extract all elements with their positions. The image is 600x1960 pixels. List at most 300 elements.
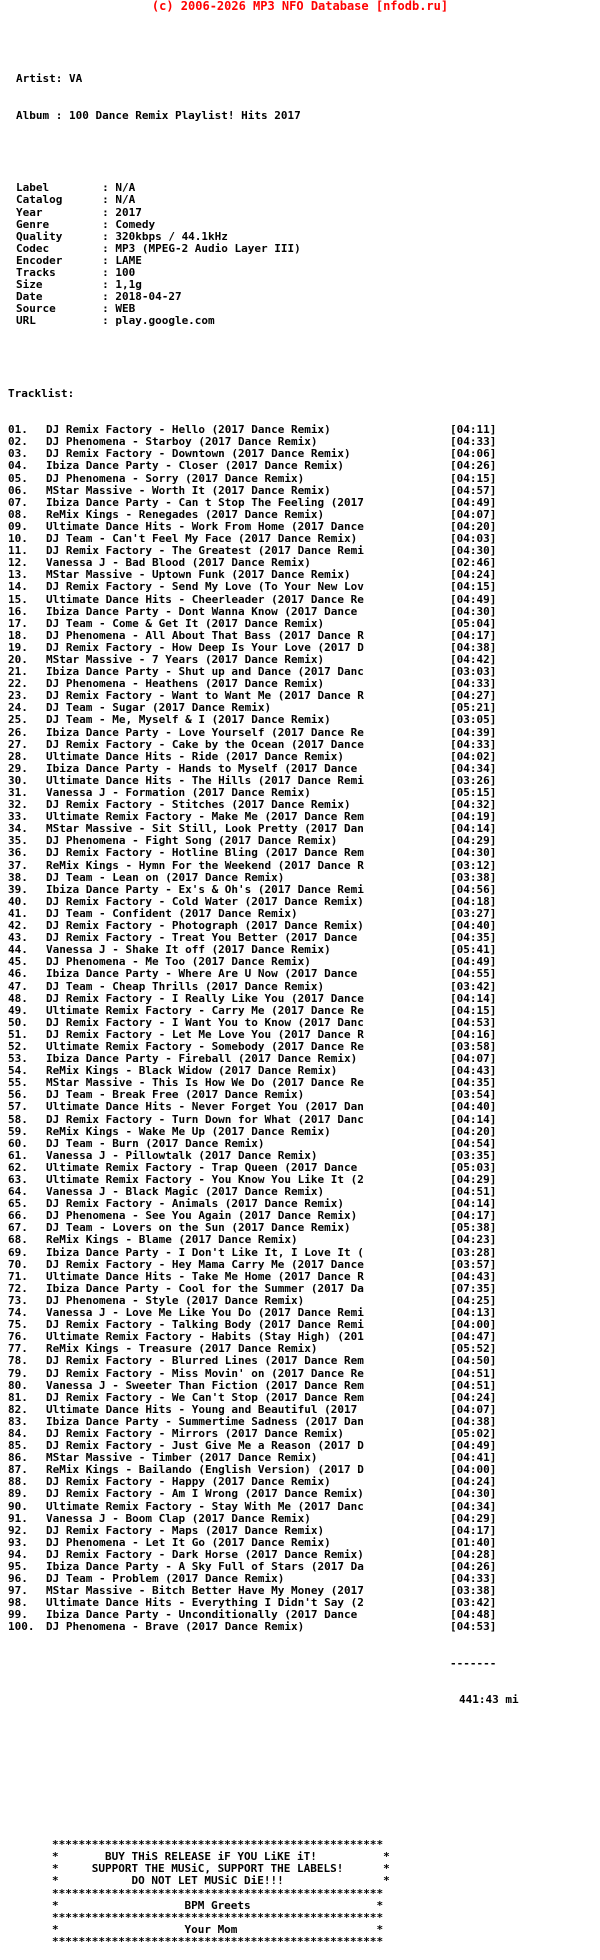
info-line: Label : N/A — [16, 182, 136, 195]
track-title: DJ Remix Factory - I Really Like You (2017 Dance — [46, 992, 364, 1005]
track-title: ReMix Kings - Hymn For the Weekend (2017 Dance R — [46, 859, 364, 872]
track-duration: [04:40] — [450, 920, 497, 933]
track-number: 36. — [8, 847, 28, 860]
track-number: 77. — [8, 1343, 28, 1356]
track-title: DJ Remix Factory - Treat You Better (2017 Dance — [46, 932, 358, 945]
track-number: 86. — [8, 1452, 28, 1465]
track-title: DJ Team - Lovers on the Sun (2017 Dance Remix) — [46, 1222, 351, 1235]
track-row — [8, 739, 600, 751]
track-row — [8, 1404, 600, 1416]
track-row — [8, 835, 600, 847]
track-row — [8, 1126, 600, 1138]
track-title: MStar Massive - 7 Years (2017 Dance Remix) — [46, 653, 325, 666]
track-row — [8, 630, 600, 642]
track-row — [8, 473, 600, 485]
track-title: DJ Team - Me, Myself & I (2017 Dance Remix) — [46, 714, 331, 727]
info-line: Codec : MP3 (MPEG-2 Audio Layer III) — [16, 242, 301, 255]
track-title: Ultimate Remix Factory - Carry Me (2017 Dance Re — [46, 1004, 364, 1017]
track-title: DJ Remix Factory - Photograph (2017 Dance Remix) — [46, 920, 364, 933]
track-title: Ultimate Dance Hits - Ride (2017 Dance Remix) — [46, 750, 345, 763]
track-title: Ultimate Dance Hits - Never Forget You (2017 Dan — [46, 1101, 364, 1114]
track-number: 24. — [8, 702, 28, 715]
track-number: 49. — [8, 1004, 28, 1017]
track-title: MStar Massive - Worth It (2017 Dance Remix) — [46, 484, 331, 497]
track-title: DJ Remix Factory - I Want You to Know (2017 Danc — [46, 1016, 364, 1029]
track-title: Ibiza Dance Party - Shut up and Dance (2017 Danc — [46, 666, 364, 679]
track-number: 60. — [8, 1137, 28, 1150]
track-number: 50. — [8, 1016, 28, 1029]
track-row — [8, 1162, 600, 1174]
track-title: DJ Team - Lean on (2017 Dance Remix) — [46, 871, 285, 884]
track-duration: [04:14] — [450, 1113, 497, 1126]
track-duration: [03:03] — [450, 666, 497, 679]
track-title: Vanessa J - Pillowtalk (2017 Dance Remix) — [46, 1149, 318, 1162]
track-number: 38. — [8, 871, 28, 884]
track-number: 37. — [8, 859, 28, 872]
track-title: DJ Team - Sugar (2017 Dance Remix) — [46, 702, 272, 715]
track-duration: [05:21] — [450, 702, 497, 715]
track-row — [8, 1041, 600, 1053]
track-row — [8, 1283, 600, 1295]
footer-line: * BPM Greets * — [52, 1899, 384, 1912]
track-number: 51. — [8, 1028, 28, 1041]
track-row — [8, 1440, 600, 1452]
track-number: 40. — [8, 895, 28, 908]
track-row — [8, 1319, 600, 1331]
track-duration: [04:41] — [450, 1452, 497, 1465]
track-duration: [04:35] — [450, 1077, 497, 1090]
track-row — [8, 799, 600, 811]
track-number: 41. — [8, 907, 28, 920]
track-row — [8, 1428, 600, 1440]
info-line: Encoder : LAME — [16, 254, 142, 267]
track-row — [8, 1549, 600, 1561]
track-duration: [05:03] — [450, 1161, 497, 1174]
track-title: ReMix Kings - Renegades (2017 Dance Remix) — [46, 508, 325, 521]
track-row — [8, 727, 600, 739]
track-number: 93. — [8, 1536, 28, 1549]
track-title: Ibiza Dance Party - Closer (2017 Dance Remix) — [46, 460, 345, 473]
track-row — [8, 847, 600, 859]
track-duration: [04:03] — [450, 533, 497, 546]
track-title: Ultimate Remix Factory - Stay With Me (2017 Danc — [46, 1500, 364, 1513]
track-row — [8, 884, 600, 896]
track-duration: [04:27] — [450, 690, 497, 703]
track-title: DJ Remix Factory - Mirrors (2017 Dance Remix) — [46, 1427, 345, 1440]
track-duration: [04:30] — [450, 1488, 497, 1501]
track-row — [8, 860, 600, 872]
track-title: MStar Massive - Bitch Better Have My Money (2017 — [46, 1585, 364, 1598]
track-number: 42. — [8, 920, 28, 933]
track-row — [8, 1198, 600, 1210]
track-row — [8, 448, 600, 460]
track-number: 16. — [8, 605, 28, 618]
track-row — [8, 1089, 600, 1101]
track-row — [8, 1295, 600, 1307]
track-duration: [04:16] — [450, 1028, 497, 1041]
track-title: DJ Remix Factory - Miss Movin' on (2017 Dance Re — [46, 1367, 364, 1380]
track-duration: [04:49] — [450, 496, 497, 509]
track-row — [8, 1621, 600, 1633]
track-number: 83. — [8, 1415, 28, 1428]
track-title: DJ Phenomena - See You Again (2017 Dance Remix) — [46, 1210, 358, 1223]
track-title: Vanessa J - Shake It off (2017 Dance Remix) — [46, 944, 331, 957]
total-separator: ------- — [450, 1657, 497, 1670]
track-number: 31. — [8, 787, 28, 799]
track-duration: [04:07] — [450, 1403, 497, 1416]
track-title: MStar Massive - This Is How We Do (2017 Dance Re — [46, 1077, 364, 1090]
track-title: DJ Phenomena - Brave (2017 Dance Remix) — [46, 1621, 305, 1634]
track-title: DJ Phenomena - Heathens (2017 Dance Remix) — [46, 678, 325, 691]
track-duration: [04:15] — [450, 472, 497, 485]
track-duration: [04:38] — [450, 1415, 497, 1428]
track-duration: [04:20] — [450, 1125, 497, 1138]
track-title: DJ Remix Factory - We Can't Stop (2017 Dance Rem — [46, 1391, 364, 1404]
track-duration: [04:49] — [450, 1440, 497, 1453]
track-number: 65. — [8, 1198, 28, 1211]
track-row — [8, 521, 600, 533]
track-number: 52. — [8, 1040, 28, 1053]
track-row — [8, 1573, 600, 1585]
track-duration: [03:54] — [450, 1089, 497, 1102]
track-row — [8, 1537, 600, 1549]
track-row — [8, 811, 600, 823]
track-title: DJ Remix Factory - How Deep Is Your Love (2017 D — [46, 641, 364, 654]
info-line: Size : 1,1g — [16, 279, 142, 292]
track-row — [8, 569, 600, 581]
track-row — [8, 1476, 600, 1488]
track-number: 67. — [8, 1222, 28, 1235]
track-title: DJ Remix Factory - Send My Love (To Your New Lov — [46, 581, 364, 594]
track-number: 79. — [8, 1367, 28, 1380]
track-duration: [04:33] — [450, 738, 497, 751]
track-duration: [04:29] — [450, 1174, 497, 1186]
track-number: 100. — [8, 1621, 35, 1634]
track-title: Ibiza Dance Party - A Sky Full of Stars (2017 Da — [46, 1561, 364, 1573]
track-duration: [04:51] — [450, 1379, 497, 1392]
track-title: Ibiza Dance Party - Hands to Myself (2017 Dance — [46, 762, 358, 775]
track-row — [8, 678, 600, 690]
track-duration: [03:57] — [450, 1258, 497, 1271]
track-title: Ultimate Dance Hits - Cheerleader (2017 Dance Re — [46, 593, 364, 606]
track-title: MStar Massive - Timber (2017 Dance Remix) — [46, 1452, 318, 1465]
track-duration: [04:24] — [450, 1476, 497, 1489]
track-duration: [07:35] — [450, 1282, 497, 1295]
track-duration: [04:54] — [450, 1137, 497, 1150]
track-duration: [04:50] — [450, 1355, 497, 1368]
track-row — [8, 968, 600, 980]
track-duration: [02:46] — [450, 557, 497, 570]
track-title: Vanessa J - Formation (2017 Dance Remix) — [46, 787, 311, 799]
track-title: Ibiza Dance Party - Love Yourself (2017 Dance Re — [46, 726, 364, 739]
track-number: 03. — [8, 448, 28, 461]
track-number: 32. — [8, 799, 28, 812]
track-duration: [04:15] — [450, 581, 497, 594]
track-number: 18. — [8, 629, 28, 642]
track-title: DJ Team - Confident (2017 Dance Remix) — [46, 907, 298, 920]
track-number: 23. — [8, 690, 28, 703]
track-duration: [04:55] — [450, 968, 497, 981]
track-row — [8, 932, 600, 944]
track-row — [8, 1501, 600, 1513]
track-duration: [04:17] — [450, 1524, 497, 1537]
track-duration: [04:28] — [450, 1548, 497, 1561]
track-row — [8, 1513, 600, 1525]
track-row — [8, 690, 600, 702]
track-row — [8, 775, 600, 787]
track-number: 85. — [8, 1440, 28, 1453]
track-number: 78. — [8, 1355, 28, 1368]
track-number: 46. — [8, 968, 28, 981]
track-number: 59. — [8, 1125, 28, 1138]
track-row — [8, 424, 600, 436]
track-row — [8, 1561, 600, 1573]
track-duration: [04:51] — [450, 1367, 497, 1380]
track-title: DJ Remix Factory - Maps (2017 Dance Remix) — [46, 1524, 325, 1537]
track-number: 54. — [8, 1065, 28, 1078]
track-row — [8, 751, 600, 763]
track-title: Ibiza Dance Party - Where Are U Now (2017 Dance — [46, 968, 358, 981]
track-row — [8, 1343, 600, 1355]
track-duration: [04:00] — [450, 1319, 497, 1332]
track-number: 26. — [8, 726, 28, 739]
track-row — [8, 1077, 600, 1089]
track-number: 57. — [8, 1101, 28, 1114]
track-duration: [04:30] — [450, 847, 497, 860]
track-row — [8, 1355, 600, 1367]
track-row — [8, 787, 600, 799]
track-number: 14. — [8, 581, 28, 594]
track-duration: [04:14] — [450, 823, 497, 836]
artist-line: Artist: VA — [16, 73, 83, 86]
track-number: 15. — [8, 593, 28, 606]
track-title: ReMix Kings - Blame (2017 Dance Remix) — [46, 1234, 298, 1247]
track-row — [8, 1138, 600, 1150]
info-line: Catalog : N/A — [16, 194, 136, 207]
track-row — [8, 666, 600, 678]
track-title: MStar Massive - Uptown Funk (2017 Dance Remix) — [46, 569, 351, 582]
track-title: Ultimate Dance Hits - Work From Home (2017 Dance — [46, 520, 364, 533]
track-number: 34. — [8, 823, 28, 836]
track-duration: [04:24] — [450, 569, 497, 582]
track-row — [8, 908, 600, 920]
track-duration: [04:18] — [450, 895, 497, 908]
track-title: DJ Phenomena - Starboy (2017 Dance Remix) — [46, 436, 318, 449]
track-title: DJ Phenomena - Fight Song (2017 Dance Remix) — [46, 835, 338, 848]
track-number: 45. — [8, 956, 28, 969]
track-row — [8, 1585, 600, 1597]
track-number: 82. — [8, 1403, 28, 1416]
track-number: 48. — [8, 992, 28, 1005]
track-duration: [04:42] — [450, 653, 497, 666]
track-duration: [04:15] — [450, 1004, 497, 1017]
track-number: 88. — [8, 1476, 28, 1489]
track-row — [8, 1101, 600, 1113]
track-row — [8, 557, 600, 569]
track-number: 28. — [8, 750, 28, 763]
track-number: 72. — [8, 1282, 28, 1295]
track-number: 07. — [8, 496, 28, 509]
track-number: 66. — [8, 1210, 28, 1223]
track-title: DJ Phenomena - Me Too (2017 Dance Remix) — [46, 956, 311, 969]
track-duration: [04:34] — [450, 762, 497, 775]
footer-line: * DO NOT LET MUSiC DiE!!! * — [52, 1875, 390, 1888]
track-title: DJ Remix Factory - Cold Water (2017 Dance Remix) — [46, 895, 364, 908]
track-row — [8, 1597, 600, 1609]
track-title: Ibiza Dance Party - Can t Stop The Feeling (2017 — [46, 496, 364, 509]
track-title: ReMix Kings - Black Widow (2017 Dance Remix) — [46, 1065, 338, 1078]
track-number: 98. — [8, 1597, 28, 1610]
info-line: Genre : Comedy — [16, 218, 156, 231]
track-title: DJ Remix Factory - Talking Body (2017 Dance Remi — [46, 1319, 364, 1332]
track-duration: [04:06] — [450, 448, 497, 461]
track-row — [8, 1488, 600, 1500]
track-number: 06. — [8, 484, 28, 497]
track-row — [8, 1186, 600, 1198]
track-number: 08. — [8, 508, 28, 521]
total-duration: 441:43 mi — [459, 1694, 519, 1707]
info-line: Year : 2017 — [16, 206, 142, 219]
track-title: MStar Massive - Sit Still, Look Pretty (2017 Dan — [46, 823, 364, 836]
track-number: 70. — [8, 1258, 28, 1271]
track-row — [8, 581, 600, 593]
track-row — [8, 1222, 600, 1234]
track-title: Ibiza Dance Party - Dont Wanna Know (2017 Dance — [46, 605, 358, 618]
track-duration: [04:39] — [450, 726, 497, 739]
track-title: Vanessa J - Black Magic (2017 Dance Remix) — [46, 1186, 325, 1199]
info-line: Date : 2018-04-27 — [16, 291, 182, 304]
track-duration: [03:35] — [450, 1149, 497, 1162]
track-duration: [04:26] — [450, 1561, 497, 1573]
track-duration: [03:38] — [450, 1585, 497, 1598]
track-duration: [04:02] — [450, 750, 497, 763]
track-number: 55. — [8, 1077, 28, 1090]
track-title: Vanessa J - Love Me Like You Do (2017 Dance Remi — [46, 1307, 364, 1320]
footer-line: ************************************************** — [52, 1911, 384, 1924]
track-row — [8, 714, 600, 726]
track-duration: [04:17] — [450, 1210, 497, 1223]
footer-box — [8, 1839, 600, 1948]
track-duration: [03:28] — [450, 1246, 497, 1259]
track-number: 01. — [8, 424, 28, 437]
track-duration: [03:05] — [450, 714, 497, 727]
track-duration: [04:07] — [450, 508, 497, 521]
track-number: 11. — [8, 545, 28, 558]
track-row — [8, 1307, 600, 1319]
track-duration: [03:58] — [450, 1040, 497, 1053]
track-row — [8, 1368, 600, 1380]
track-duration: [04:23] — [450, 1234, 497, 1247]
track-duration: [04:26] — [450, 460, 497, 473]
track-duration: [04:11] — [450, 424, 497, 437]
track-duration: [04:43] — [450, 1270, 497, 1283]
track-row — [8, 993, 600, 1005]
track-number: 92. — [8, 1524, 28, 1537]
track-row — [8, 533, 600, 545]
nfo-document — [0, 13, 600, 1960]
track-number: 22. — [8, 678, 28, 691]
track-number: 89. — [8, 1488, 28, 1501]
release-info — [8, 182, 600, 327]
track-row — [8, 1114, 600, 1126]
track-duration: [04:49] — [450, 956, 497, 969]
track-duration: [04:47] — [450, 1331, 497, 1344]
track-duration: [04:57] — [450, 484, 497, 497]
track-number: 99. — [8, 1609, 28, 1622]
track-title: DJ Phenomena - Let It Go (2017 Dance Remix) — [46, 1536, 331, 1549]
footer-line: * Your Mom * — [52, 1923, 384, 1936]
track-row — [8, 1609, 600, 1621]
track-row — [8, 460, 600, 472]
track-duration: [04:00] — [450, 1464, 497, 1477]
track-row — [8, 1017, 600, 1029]
track-title: DJ Phenomena - All About That Bass (2017 Dance R — [46, 629, 364, 642]
track-number: 17. — [8, 617, 28, 630]
track-row — [8, 872, 600, 884]
track-title: Ibiza Dance Party - Cool for the Summer (2017 Da — [46, 1282, 364, 1295]
track-number: 53. — [8, 1053, 28, 1066]
track-duration: [04:35] — [450, 932, 497, 945]
track-number: 97. — [8, 1585, 28, 1598]
track-number: 64. — [8, 1186, 28, 1199]
track-title: DJ Team - Problem (2017 Dance Remix) — [46, 1573, 285, 1586]
track-duration: [04:53] — [450, 1016, 497, 1029]
track-number: 62. — [8, 1161, 28, 1174]
track-row — [8, 1210, 600, 1222]
track-number: 76. — [8, 1331, 28, 1344]
track-row — [8, 436, 600, 448]
track-number: 35. — [8, 835, 28, 848]
track-row — [8, 1029, 600, 1041]
footer-line: * BUY THiS RELEASE iF YOU LiKE iT! * — [52, 1851, 390, 1864]
track-row — [8, 1452, 600, 1464]
track-title: DJ Remix Factory - Cake by the Ocean (2017 Dance — [46, 738, 364, 751]
track-row — [8, 1234, 600, 1246]
track-number: 05. — [8, 472, 28, 485]
track-row — [8, 545, 600, 557]
track-duration: [04:56] — [450, 883, 497, 896]
track-number: 21. — [8, 666, 28, 679]
track-number: 87. — [8, 1464, 28, 1477]
track-duration: [04:51] — [450, 1186, 497, 1199]
track-title: DJ Team - Break Free (2017 Dance Remix) — [46, 1089, 305, 1102]
track-duration: [04:43] — [450, 1065, 497, 1078]
track-title: Vanessa J - Sweeter Than Fiction (2017 Dance Rem — [46, 1379, 364, 1392]
track-number: 94. — [8, 1548, 28, 1561]
track-row — [8, 1259, 600, 1271]
track-title: Ultimate Remix Factory - Habits (Stay High) (201 — [46, 1331, 364, 1344]
track-duration: [05:52] — [450, 1343, 497, 1356]
track-title: Ibiza Dance Party - Unconditionally (2017 Dance — [46, 1609, 358, 1622]
track-row — [8, 1005, 600, 1017]
track-title: Ultimate Dance Hits - Young and Beautiful (2017 — [46, 1403, 358, 1416]
track-duration: [01:40] — [450, 1536, 497, 1549]
track-duration: [05:04] — [450, 617, 497, 630]
track-title: Vanessa J - Bad Blood (2017 Dance Remix) — [46, 557, 311, 570]
track-duration: [04:34] — [450, 1500, 497, 1513]
track-number: 25. — [8, 714, 28, 727]
track-duration: [04:17] — [450, 629, 497, 642]
info-line: Source : WEB — [16, 303, 136, 316]
track-title: DJ Team - Come & Get It (2017 Dance Remix) — [46, 617, 325, 630]
track-duration: [03:12] — [450, 859, 497, 872]
track-title: DJ Remix Factory - Am I Wrong (2017 Dance Remix) — [46, 1488, 364, 1501]
track-row — [8, 896, 600, 908]
track-row — [8, 1065, 600, 1077]
track-row — [8, 823, 600, 835]
track-number: 19. — [8, 641, 28, 654]
track-row — [8, 1150, 600, 1162]
